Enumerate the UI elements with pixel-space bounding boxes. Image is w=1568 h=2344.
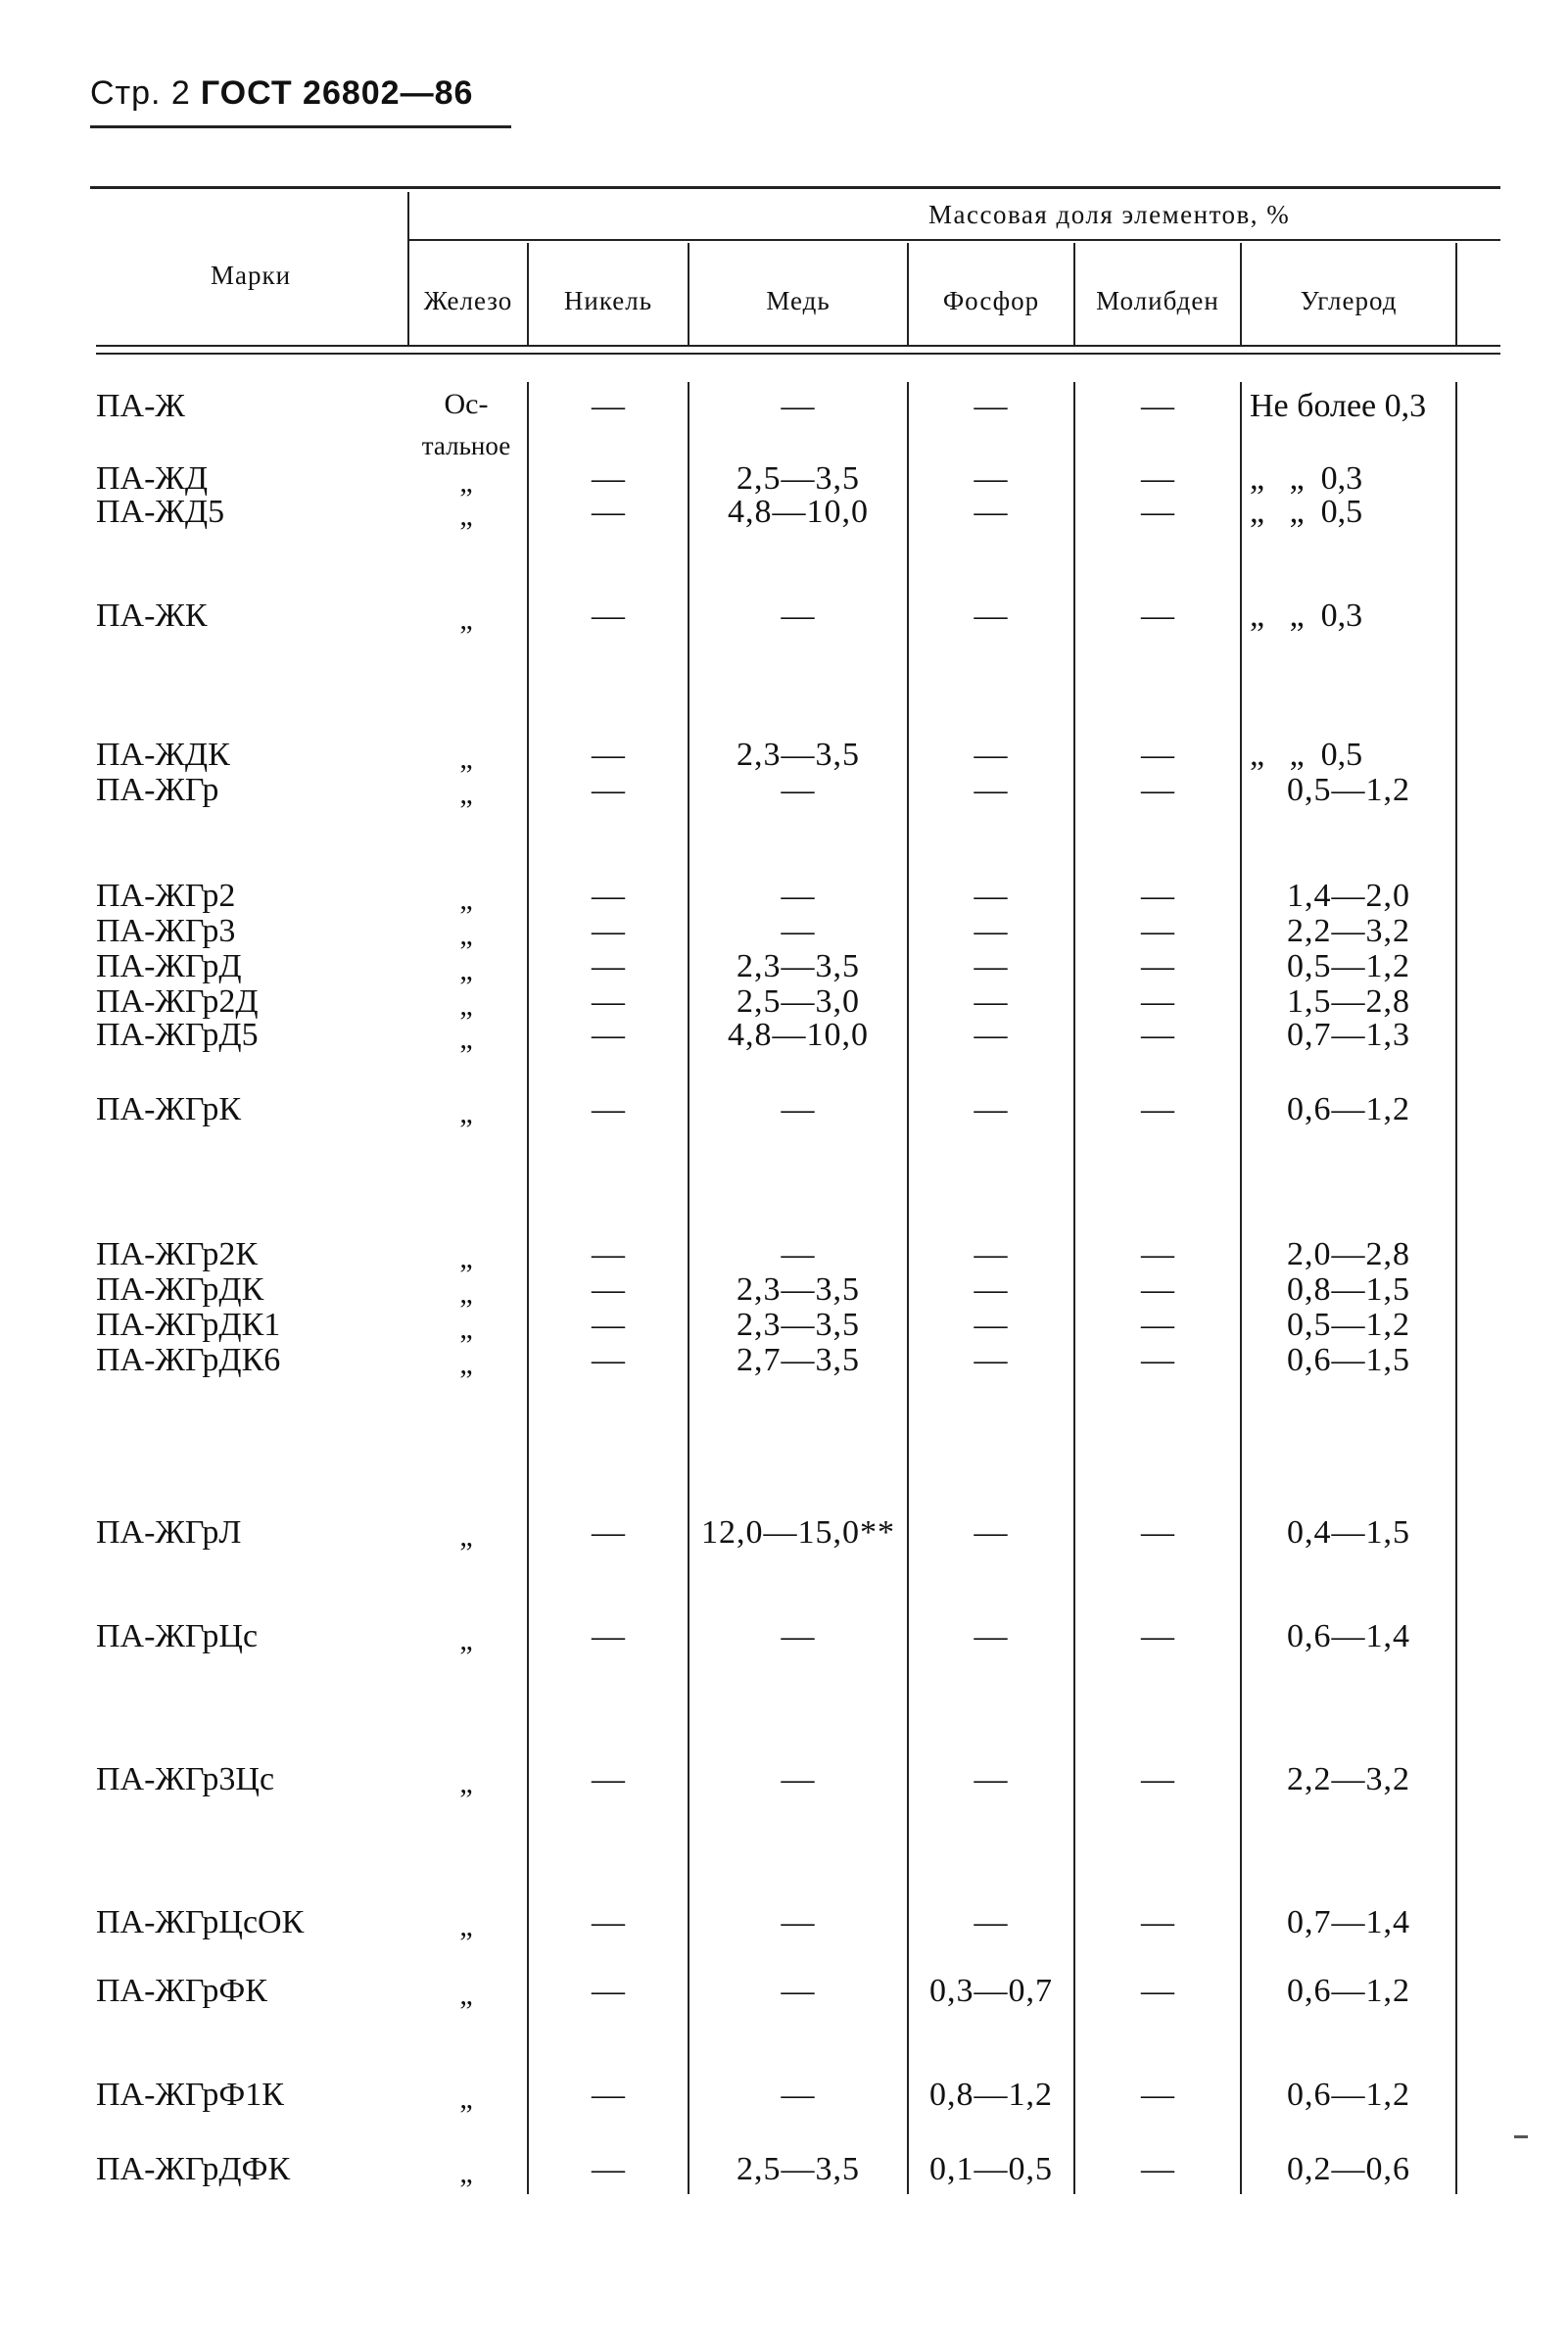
cell-carbon: 2,0—2,8 (1287, 1236, 1410, 1272)
cell-carbon: 0,6—1,2 (1287, 1973, 1410, 2009)
page-header (90, 74, 473, 113)
col-header-ni: Никель (563, 286, 653, 315)
cell-iron: Ос- (444, 388, 489, 420)
cell-phosphorus: — (974, 460, 1009, 497)
cell-copper: — (781, 1618, 816, 1654)
cell-iron: „ (459, 1624, 473, 1656)
header-divider-ca (1455, 243, 1457, 347)
cell-copper: 4,8—10,0 (728, 494, 869, 530)
cell-carbon: Не более 0,3 (1250, 388, 1427, 424)
cell-mark: ПА-ЖГрЛ (96, 1514, 242, 1551)
cell-nickel: — (592, 2151, 625, 2187)
header-bottom-rule-2 (96, 353, 1500, 355)
cell-iron: „ (459, 466, 473, 499)
cell-copper: 2,5—3,5 (736, 2151, 860, 2187)
cell-carbon: 1,5—2,8 (1287, 983, 1410, 1020)
cell-mark: ПА-ЖГрЦсОК (96, 1904, 305, 1940)
cell-molybdenum: — (1141, 1618, 1174, 1654)
cell-carbon: 0,6—1,2 (1287, 2077, 1410, 2113)
cell-molybdenum: — (1141, 1514, 1174, 1551)
cell-iron: „ (459, 1242, 473, 1274)
cell-carbon: 0,5—1,2 (1287, 1307, 1410, 1343)
cell-nickel: — (592, 1271, 625, 1308)
cell-carbon: 2,2—3,2 (1287, 913, 1410, 949)
col-header-ca: Углерод (1300, 286, 1398, 315)
cell-phosphorus: 0,1—0,5 (929, 2151, 1053, 2187)
cell-nickel: — (592, 983, 625, 1020)
cell-mark: ПА-ЖГрДФК (96, 2151, 291, 2187)
cell-phosphorus: — (974, 1904, 1009, 1940)
cell-iron: „ (459, 2082, 473, 2115)
cell-molybdenum: — (1141, 1091, 1174, 1127)
cell-molybdenum: — (1141, 878, 1174, 914)
cell-nickel: — (592, 388, 625, 424)
cell-phosphorus: — (974, 772, 1009, 808)
page-label: Стр. 2 (90, 74, 191, 112)
cell-phosphorus: — (974, 878, 1009, 914)
cell-mark: ПА-ЖГрДК1 (96, 1307, 281, 1343)
cell-iron: „ (459, 500, 473, 532)
cell-molybdenum: — (1141, 1307, 1174, 1343)
cell-nickel: — (592, 772, 625, 808)
cell-iron: „ (459, 1979, 473, 2011)
cell-mark: ПА-ЖД (96, 460, 209, 497)
cell-molybdenum: — (1141, 1761, 1174, 1797)
cell-carbon: „ „ 0,5 (1250, 737, 1363, 773)
cell-copper: 2,7—3,5 (736, 1342, 860, 1378)
cell-copper: — (781, 1091, 816, 1127)
cell-phosphorus: — (974, 1236, 1009, 1272)
cell-mark: ПА-ЖГрФ1К (96, 2077, 284, 2113)
col-header-cu: Медь (766, 286, 831, 315)
cell-copper: — (781, 388, 816, 424)
col-header-fe: Железо (423, 286, 513, 315)
cell-iron: „ (459, 989, 473, 1022)
cell-iron: „ (459, 1767, 473, 1799)
cell-mark: ПА-ЖДК (96, 737, 230, 773)
cell-phosphorus: — (974, 1017, 1009, 1053)
cell-copper: — (781, 772, 816, 808)
cell-mark: ПА-ЖГр (96, 772, 219, 808)
cell-carbon: 0,5—1,2 (1287, 948, 1410, 984)
fe-first-row-continuation: тальное (421, 431, 511, 460)
cell-nickel: — (592, 1904, 625, 1940)
cell-phosphorus: — (974, 913, 1009, 949)
cell-nickel: — (592, 1618, 625, 1654)
cell-nickel: — (592, 1973, 625, 2009)
cell-nickel: — (592, 1091, 625, 1127)
cell-iron: „ (459, 742, 473, 775)
cell-iron: „ (459, 1313, 473, 1345)
cell-mark: ПА-ЖК (96, 598, 208, 634)
cell-nickel: — (592, 1236, 625, 1272)
cell-nickel: — (592, 737, 625, 773)
cell-iron: „ (459, 1348, 473, 1380)
cell-nickel: — (592, 598, 625, 634)
cell-mark: ПА-ЖГрФК (96, 1973, 267, 2009)
super-header-rule (409, 239, 1500, 241)
cell-nickel: — (592, 913, 625, 949)
cell-mark: ПА-ЖГрЦс (96, 1618, 259, 1654)
cell-mark: ПА-ЖГрД5 (96, 1017, 259, 1053)
cell-mark: ПА-ЖГр2 (96, 878, 236, 914)
cell-copper: — (781, 1761, 816, 1797)
cell-molybdenum: — (1141, 772, 1174, 808)
cell-copper: — (781, 598, 816, 634)
cell-iron: „ (459, 1277, 473, 1310)
cell-molybdenum: — (1141, 1236, 1174, 1272)
cell-iron: „ (459, 603, 473, 636)
cell-phosphorus: 0,3—0,7 (929, 1973, 1053, 2009)
col-header-mo: Молибден (1096, 286, 1219, 315)
cell-molybdenum: — (1141, 2151, 1174, 2187)
cell-copper: 2,3—3,5 (736, 1271, 860, 1308)
cell-mark: ПА-ЖГр2К (96, 1236, 259, 1272)
cell-molybdenum: — (1141, 494, 1174, 530)
cell-iron: „ (459, 778, 473, 810)
cell-molybdenum: — (1141, 2077, 1174, 2113)
cell-nickel: — (592, 2077, 625, 2113)
cell-molybdenum: — (1141, 1904, 1174, 1940)
cell-molybdenum: — (1141, 388, 1174, 424)
cell-iron: „ (459, 1910, 473, 1942)
cell-carbon: 0,4—1,5 (1287, 1514, 1410, 1551)
standard-number: ГОСТ 26802—86 (200, 74, 474, 112)
cell-carbon: 0,7—1,3 (1287, 1017, 1410, 1053)
cell-iron: „ (459, 954, 473, 986)
cell-phosphorus: — (974, 1514, 1009, 1551)
cell-phosphorus: — (974, 1091, 1009, 1127)
cell-phosphorus: — (974, 388, 1009, 424)
cell-copper: — (781, 1236, 816, 1272)
cell-copper: — (781, 1904, 816, 1940)
body-divider-ca (1455, 382, 1457, 2194)
header-divider-mark (407, 192, 409, 347)
cell-iron: „ (459, 1520, 473, 1553)
cell-carbon: 2,2—3,2 (1287, 1761, 1410, 1797)
cell-copper: — (781, 1973, 816, 2009)
cell-mark: ПА-Ж (96, 388, 185, 424)
cell-nickel: — (592, 1307, 625, 1343)
cell-iron: „ (459, 2157, 473, 2189)
header-bottom-rule-1 (96, 345, 1500, 347)
cell-phosphorus: — (974, 1342, 1009, 1378)
cell-copper: 2,3—3,5 (736, 737, 860, 773)
cell-nickel: — (592, 1514, 625, 1551)
cell-iron: „ (459, 1023, 473, 1055)
cell-molybdenum: — (1141, 460, 1174, 497)
cell-mark: ПА-ЖГр2Д (96, 983, 259, 1020)
cell-carbon: „ „ 0,5 (1250, 494, 1363, 530)
cell-nickel: — (592, 948, 625, 984)
cell-molybdenum: — (1141, 948, 1174, 984)
cell-nickel: — (592, 1017, 625, 1053)
body-divider-mo (1240, 382, 1242, 2194)
cell-molybdenum: — (1141, 598, 1174, 634)
cell-copper: 2,5—3,0 (736, 983, 860, 1020)
cell-mark: ПА-ЖГрДК6 (96, 1342, 281, 1378)
cell-copper: — (781, 2077, 816, 2113)
cell-carbon: „ „ 0,3 (1250, 460, 1363, 497)
cell-mark: ПА-ЖГрД (96, 948, 242, 984)
cell-mark: ПА-ЖГрК (96, 1091, 242, 1127)
cell-carbon: 0,6—1,2 (1287, 1091, 1410, 1127)
cell-carbon: 0,2—0,6 (1287, 2151, 1410, 2187)
cell-phosphorus: — (974, 948, 1009, 984)
cell-carbon: 0,5—1,2 (1287, 772, 1410, 808)
cell-carbon: 0,7—1,4 (1287, 1904, 1410, 1940)
cell-phosphorus: — (974, 1271, 1009, 1308)
cell-molybdenum: — (1141, 1342, 1174, 1378)
cell-carbon: 1,4—2,0 (1287, 878, 1410, 914)
cell-nickel: — (592, 1761, 625, 1797)
margin-mark (1514, 2135, 1528, 2138)
cell-phosphorus: — (974, 598, 1009, 634)
cell-copper: 2,3—3,5 (736, 948, 860, 984)
cell-iron: „ (459, 919, 473, 951)
cell-mark: ПА-ЖД5 (96, 494, 225, 530)
cell-phosphorus: 0,8—1,2 (929, 2077, 1053, 2113)
col-header-mark: Марки (210, 261, 292, 290)
cell-mark: ПА-ЖГр3Цс (96, 1761, 275, 1797)
cell-phosphorus: — (974, 983, 1009, 1020)
cell-nickel: — (592, 1342, 625, 1378)
table-top-rule (90, 186, 1500, 189)
cell-iron: „ (459, 884, 473, 916)
cell-carbon: 0,6—1,5 (1287, 1342, 1410, 1378)
header-rule (90, 125, 511, 128)
cell-phosphorus: — (974, 494, 1009, 530)
cell-copper: 2,5—3,5 (736, 460, 860, 497)
cell-nickel: — (592, 460, 625, 497)
cell-mark: ПА-ЖГр3 (96, 913, 236, 949)
cell-molybdenum: — (1141, 1973, 1174, 2009)
cell-copper: 12,0—15,0** (701, 1514, 895, 1551)
cell-nickel: — (592, 494, 625, 530)
cell-copper: — (781, 878, 816, 914)
cell-phosphorus: — (974, 1307, 1009, 1343)
cell-copper: — (781, 913, 816, 949)
cell-nickel: — (592, 878, 625, 914)
cell-molybdenum: — (1141, 737, 1174, 773)
cell-molybdenum: — (1141, 983, 1174, 1020)
cell-carbon: 0,8—1,5 (1287, 1271, 1410, 1308)
cell-phosphorus: — (974, 737, 1009, 773)
cell-molybdenum: — (1141, 1017, 1174, 1053)
cell-mark: ПА-ЖГрДК (96, 1271, 264, 1308)
cell-molybdenum: — (1141, 1271, 1174, 1308)
cell-iron: „ (459, 1097, 473, 1129)
cell-copper: 2,3—3,5 (736, 1307, 860, 1343)
cell-copper: 4,8—10,0 (728, 1017, 869, 1053)
cell-phosphorus: — (974, 1618, 1009, 1654)
super-header: Массовая доля элементов, % (928, 200, 1291, 229)
cell-carbon: „ „ 0,3 (1250, 598, 1363, 634)
cell-carbon: 0,6—1,4 (1287, 1618, 1410, 1654)
cell-phosphorus: — (974, 1761, 1009, 1797)
col-header-ph: Фосфор (942, 286, 1040, 315)
cell-molybdenum: — (1141, 913, 1174, 949)
